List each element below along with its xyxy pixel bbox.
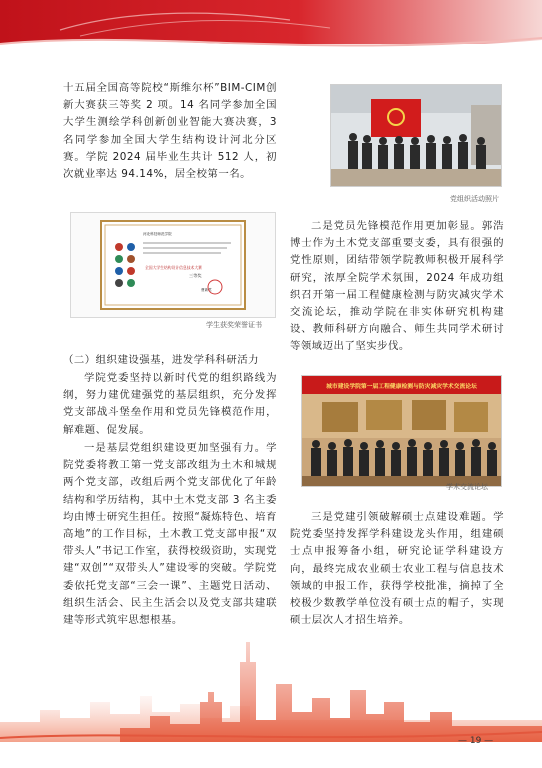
party-activity-photo [330, 84, 502, 187]
paragraph-grassroots: 一是基层党组织建设更加坚强有力。学院党委将教工第一党支部改组为土木和城规两个党支部，改组后两个党支部优化了年龄结构和学历结构，其中土木党支部 3 名主委均由博士研究生担任。按照“凝炼特色、培育高地”的工作目标，土木教工党支部申报“双带头人”书记工作室，获得校级资助，实现党建“双创”“双带头人”建设零的突破。学院党委依托党支部“三会一课”、主题党日活动、组织生活会、民主生活会以及党支部共建联建等形式筑牢思想根基。 [63, 442, 277, 627]
forum-caption: 学术交流论坛 [446, 483, 488, 491]
certificate-photo [70, 212, 276, 318]
certificate-caption: 学生获奖荣誉证书 [206, 321, 262, 329]
certificate-award: 三等奖 [189, 273, 202, 278]
skyline-decoration [0, 632, 542, 742]
paragraph-competitions: 十五届全国高等院校“斯维尔杯”BIM-CIM创新大赛获三等奖 2 项。14 名同学参加全国大学生测绘学科创新创业智能大赛决赛，3 名同学参加全国大学生结构设计河北分区赛。学院 2024 届毕业生共计 512 人，初次就业率达 94.14%，居全校第一名。 [63, 82, 277, 181]
forum-banner-text: 城市建设学院第一届工程健康检测与防灾减灾学术交流论坛 [326, 384, 477, 390]
header-banner [0, 0, 542, 62]
certificate-image [71, 213, 275, 317]
paragraph-vanguard: 二是党员先锋模范作用更加彰显。郭浩博士作为土木党支部重要支委，具有很强的党性原则，团结带领学院教师积极开展科学研究，浓厚全院学术氛围，2024 年成功组织召开第一届工程健康检测与防灾减灾学术交流论坛，推动学院在非实体研究机构建设、教师科研方向融合、师生共同学术研讨等领域迈出了坚实步伐。 [290, 220, 504, 353]
forum-photo [301, 375, 502, 487]
paragraph-masters-program: 三是党建引领破解硕士点建设难题。学院党委坚持发挥学科建设龙头作用，组建硕士点申报筹备小组，研究论证学科建设方向，最终完成农业硕士农业工程与信息技术领域的申报工作，获得学校批准，摘掉了全校极少数教学单位没有硕士点的帽子，实现硕士层次人才招生培养。 [290, 511, 504, 627]
certificate-title: 全国大学生结构设计信息技术大赛 [145, 265, 202, 270]
paragraph-org-building: 学院党委坚持以新时代党的组织路线为纲，努力建优建强党的基层组织，充分发挥党支部战斗堡垒作用和党员先锋模范作用，解难题、促发展。 [63, 372, 277, 436]
page-number: — 19 — [458, 736, 494, 746]
certificate-signer: 曹新君 [201, 288, 212, 292]
party-activity-caption: 党组织活动照片 [450, 195, 499, 203]
certificate-header: 河北科技师范学院 [143, 232, 172, 236]
section-heading: （二）组织建设强基，进发学科科研活力 [63, 354, 260, 366]
party-activity-image [331, 85, 501, 186]
forum-image [302, 376, 501, 486]
